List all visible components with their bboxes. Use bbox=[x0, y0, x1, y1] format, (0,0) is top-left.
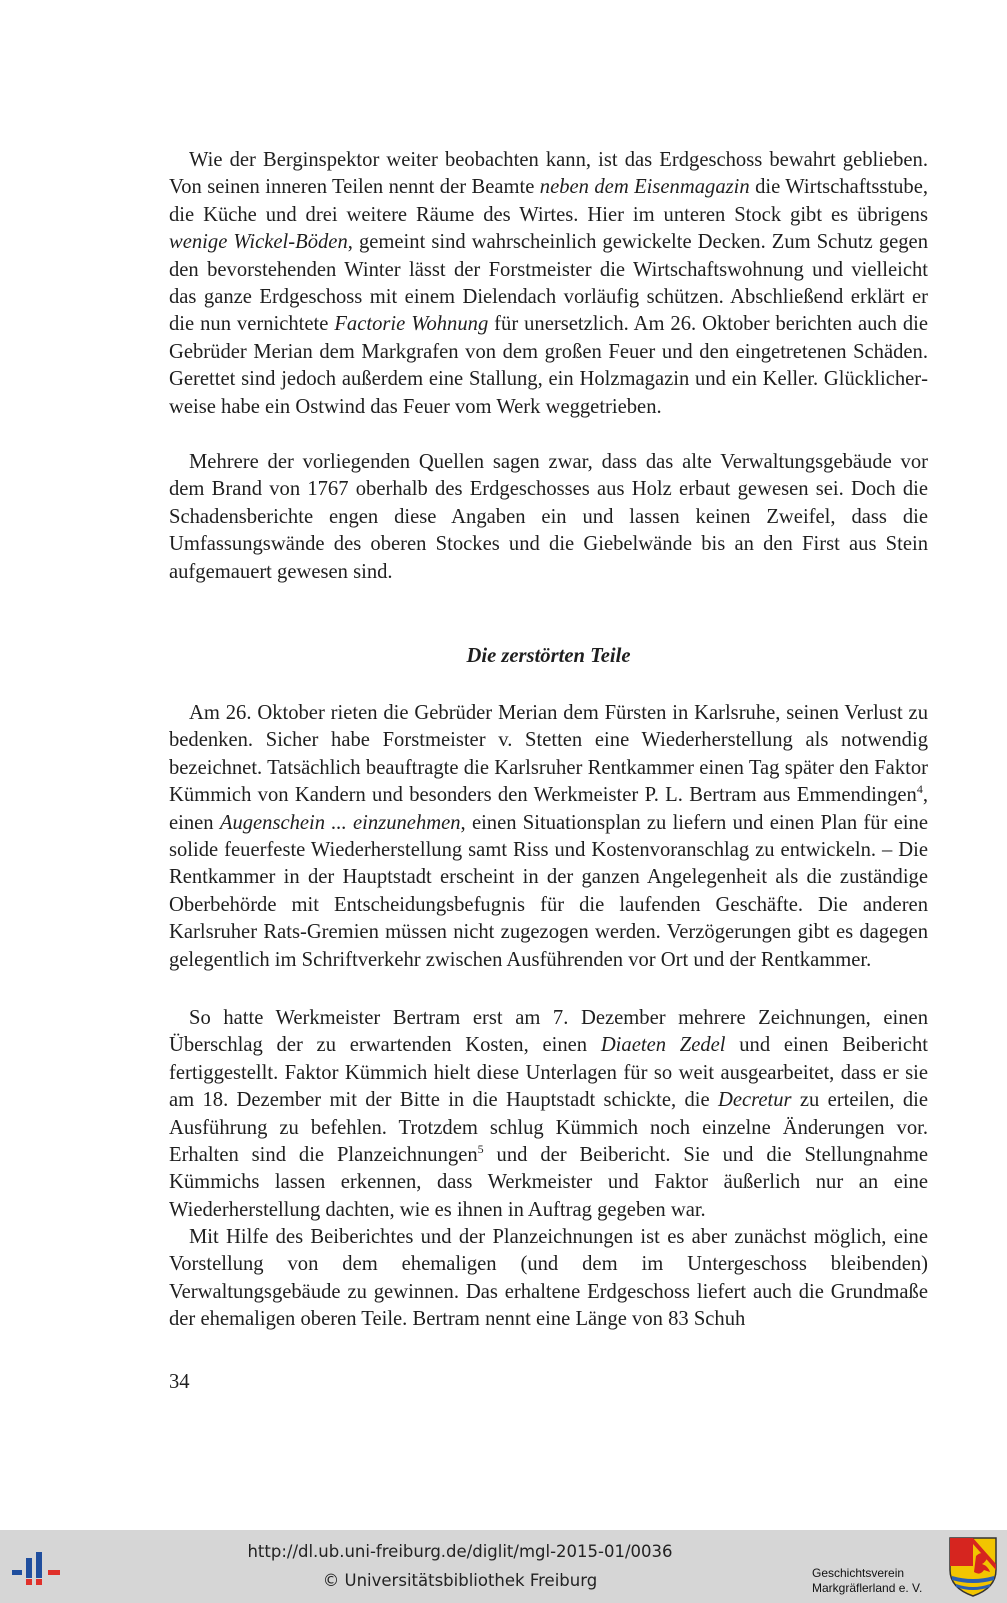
paragraph-5: Mit Hilfe des Beiberichtes und der Planzeichnungen ist es aber zunächst möglich, eine Vorstellung von dem ehemaligen (und dem im Untergeschoss bleibenden) Verwaltungsgebäude zu gewinnen. Das erhaltene Erdgeschoss liefert auch die Grundmaße der ehemaligen oberen Teile. Bertram nennt eine Länge von 83 Schuh bbox=[169, 1226, 928, 1331]
permalink-url[interactable]: http://dl.ub.uni-freiburg.de/diglit/mgl-2015-01/0036 bbox=[247, 1542, 673, 1561]
society-name-line-2: Markgräflerland e. V. bbox=[812, 1581, 923, 1595]
society-name bbox=[812, 1566, 952, 1596]
emphasis-text: wenige Wickel-Böden bbox=[169, 231, 348, 254]
paragraph-1: Wie der Berginspektor weiter beobachten kann, ist das Erdgeschoss bewahrt geblieben. Von seinen inneren Teilen nennt der Beamte neben dem Eisenmagazin die Wirtschaftsstube, die Küche und drei weitere Räume des Wirtes. Hier im unteren Stock gibt es übrigens wenige Wickel-Böden, gemeint sind wahrscheinlich gewickelte Decken. Zum Schutz gegen den bevorstehenden Winter lässt der Forstmeister die Wirtschaftswohnung und vielleicht das ganze Erdgeschoss mit einem Dielendach vorläufig schützen. Abschließend erklärt er die nun vernichtete Factorie Wohnung für unersetzlich. Am 26. Oktober berichten auch die Gebrüder Merian dem Markgrafen von dem großen Feuer und den eingetretenen Schäden. Gerettet sind jedoch außerdem eine Stallung, ein Holzmagazin und ein Keller. Glücklicherweise habe ein Ostwind das Feuer vom Werk weggetrieben. bbox=[169, 149, 929, 418]
emphasis-text: neben dem Eisenmagazin bbox=[539, 176, 750, 199]
emphasis-text: Factorie Wohnung bbox=[334, 313, 489, 336]
paragraph-3: Am 26. Oktober rieten die Gebrüder Merian dem Fürsten in Karlsruhe, seinen Verlust zu bedenken. Sicher habe Forstmeister v. Stetten eine Wiederherstellung als notwendig bezeichnet. Tatsächlich beauftragte die Karlsruher Rentkammer einen Tag später den Faktor Kümmich von Kandern und besonders den Werkmeister P. L. Bertram aus Emmendingen$^4$, einen Augenschein ... einzunehmen, einen Situationsplan zu liefern und einen Plan für eine solide feuerfeste Wiederherstellung samt Riss und Kostenvoranschlag zu entwickeln. – Die Rentkammer in der Hauptstadt erscheint in der ganzen Angelegenheit als die zuständige Oberbehörde mit Entscheidungsbefugnis für die laufenden Geschäfte. Die anderen Karlsruher Rats-Gremien müssen nicht zugezogen werden. Verzögerungen gibt es dagegen gelegentlich im Schriftverkehr zwischen Ausführenden vor Ort und der Rentkammer. bbox=[169, 702, 928, 971]
emphasis-text: Diaeten Zedel bbox=[600, 1034, 726, 1057]
footnote-ref[interactable]: 4 bbox=[916, 782, 923, 797]
section-heading: Die zerstörten Teile bbox=[466, 645, 631, 667]
page-number: 34 bbox=[169, 1371, 190, 1393]
coat-of-arms-icon bbox=[948, 1536, 998, 1598]
paragraph-2: Mehrere der vorliegenden Quellen sagen zwar, dass das alte Verwaltungsgebäude vor dem Brand von 1767 oberhalb des Erdgeschosses aus Holz erbaut gewesen sei. Doch die Schadensberichte engen diese Angaben ein und lassen keinen Zweifel, dass die Umfassungswände des oberen Stockes und die Giebelwände bis an den First aus Stein aufgemauert gewesen sind. bbox=[169, 451, 928, 583]
footnote-ref[interactable]: 5 bbox=[477, 1142, 484, 1157]
emphasis-text: Decretur bbox=[717, 1089, 792, 1112]
society-name-line-1: Geschichtsverein bbox=[812, 1566, 905, 1580]
paragraph-4: So hatte Werkmeister Bertram erst am 7. Dezember mehrere Zeichnungen, einen Überschlag der zu erwartenden Kosten, einen Diaeten Zedel und einen Beibericht fertiggestellt. Faktor Kümmich hielt diese Unterlagen für so weit ausgearbeitet, dass er sie am 18. Dezember mit der Bitte in die Hauptstadt schickte, die Decretur zu erteilen, die Ausführung zu befehlen. Trotzdem schlug Kümmich noch einzelne Änderungen vor. Erhalten sind die Planzeichnungen$^5$ und der Beibericht. Sie und die Stellungnahme Kümmichs lassen erkennen, dass Werkmeister und Faktor äußerlich nur an eine Wiederherstellung dachten, wie es ihnen in Auftrag gegeben war. bbox=[169, 1007, 928, 1221]
copyright-notice: © Universitätsbibliothek Freiburg bbox=[322, 1571, 598, 1590]
viewer-footer bbox=[0, 1530, 1007, 1603]
emphasis-text: Augenschein ... einzunehmen bbox=[219, 811, 461, 834]
ub-freiburg-logo-icon[interactable] bbox=[12, 1548, 64, 1588]
